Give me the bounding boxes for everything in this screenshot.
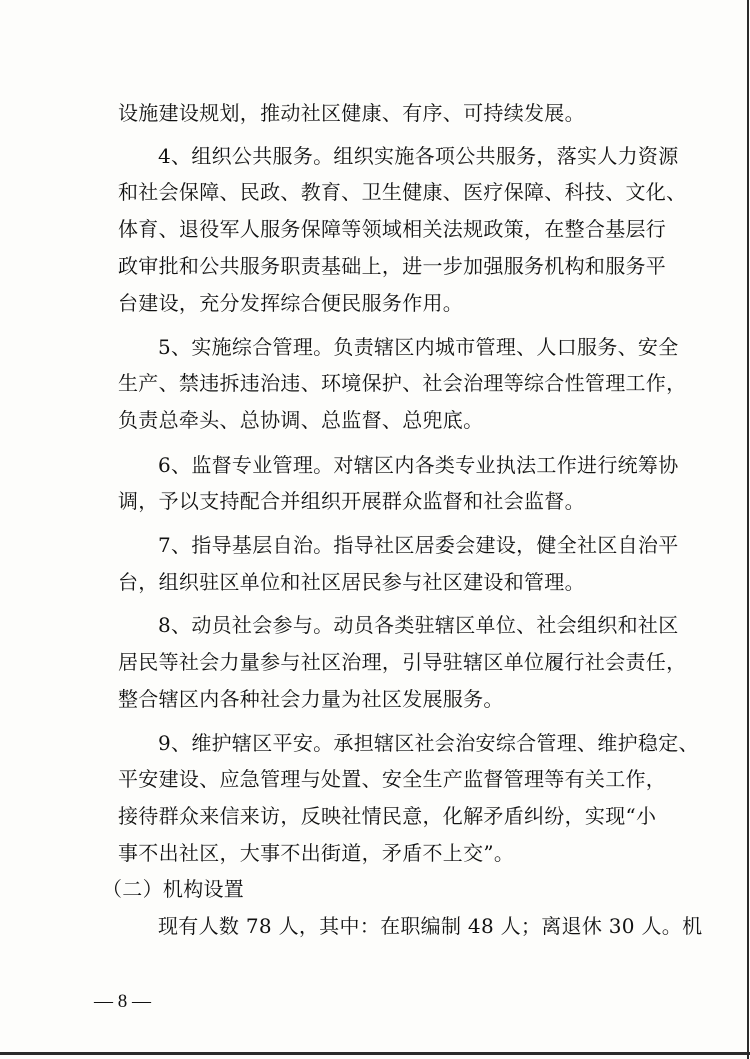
text-line-9: 负责总牵头、总协调、总监督、总兜底。 bbox=[118, 408, 484, 432]
text-line-20: 事不出社区，大事不出街道，矛盾不上交”。 bbox=[118, 841, 515, 865]
text-line-8: 生产、禁违拆违治违、环境保护、社会治理等综合性管理工作， bbox=[118, 371, 687, 395]
text-line-3: 和社会保障、民政、教育、卫生健康、医疗保障、科技、文化、 bbox=[118, 180, 687, 204]
text-line-18: 平安建设、应急管理与处置、安全生产监督管理等有关工作， bbox=[118, 767, 667, 791]
page-number: — 8 — bbox=[94, 991, 151, 1012]
text-line-17: 9、维护辖区平安。承担辖区社会治安综合管理、维护稳定、 bbox=[158, 731, 699, 755]
text-line-1: 设施建设规划，推动社区健康、有序、可持续发展。 bbox=[118, 101, 585, 125]
text-line-22: 现有人数 78 人，其中：在职编制 48 人；离退休 30 人。机 bbox=[158, 914, 703, 938]
text-line-6: 台建设，充分发挥综合便民服务作用。 bbox=[118, 291, 464, 315]
scan-edge-right bbox=[747, 0, 749, 1059]
text-line-14: 8、动员社会参与。动员各类驻辖区单位、社会组织和社区 bbox=[158, 613, 679, 637]
text-line-15: 居民等社会力量参与社区治理，引导驻辖区单位履行社会责任， bbox=[118, 650, 687, 674]
text-line-4: 体育、退役军人服务保障等领域相关法规政策，在整合基层行 bbox=[118, 217, 667, 241]
text-line-2: 4、组织公共服务。组织实施各项公共服务，落实人力资源 bbox=[158, 144, 679, 168]
text-line-19: 接待群众来信来访，反映社情民意，化解矛盾纠纷，实现“小 bbox=[118, 804, 657, 828]
text-line-13: 台，组织驻区单位和社区居民参与社区建设和管理。 bbox=[118, 570, 585, 594]
text-line-5: 政审批和公共服务职责基础上，进一步加强服务机构和服务平 bbox=[118, 254, 667, 278]
text-line-7: 5、实施综合管理。负责辖区内城市管理、人口服务、安全 bbox=[158, 335, 679, 359]
text-line-10: 6、监督专业管理。对辖区内各类专业执法工作进行统筹协 bbox=[158, 453, 679, 477]
section-heading: （二）机构设置 bbox=[102, 877, 245, 901]
text-line-11: 调，予以支持配合并组织开展群众监督和社会监督。 bbox=[118, 489, 585, 513]
scan-edge-bottom bbox=[0, 1052, 750, 1055]
text-line-16: 整合辖区内各种社会力量为社区发展服务。 bbox=[118, 687, 504, 711]
text-line-12: 7、指导基层自治。指导社区居委会建设，健全社区自治平 bbox=[158, 533, 679, 557]
